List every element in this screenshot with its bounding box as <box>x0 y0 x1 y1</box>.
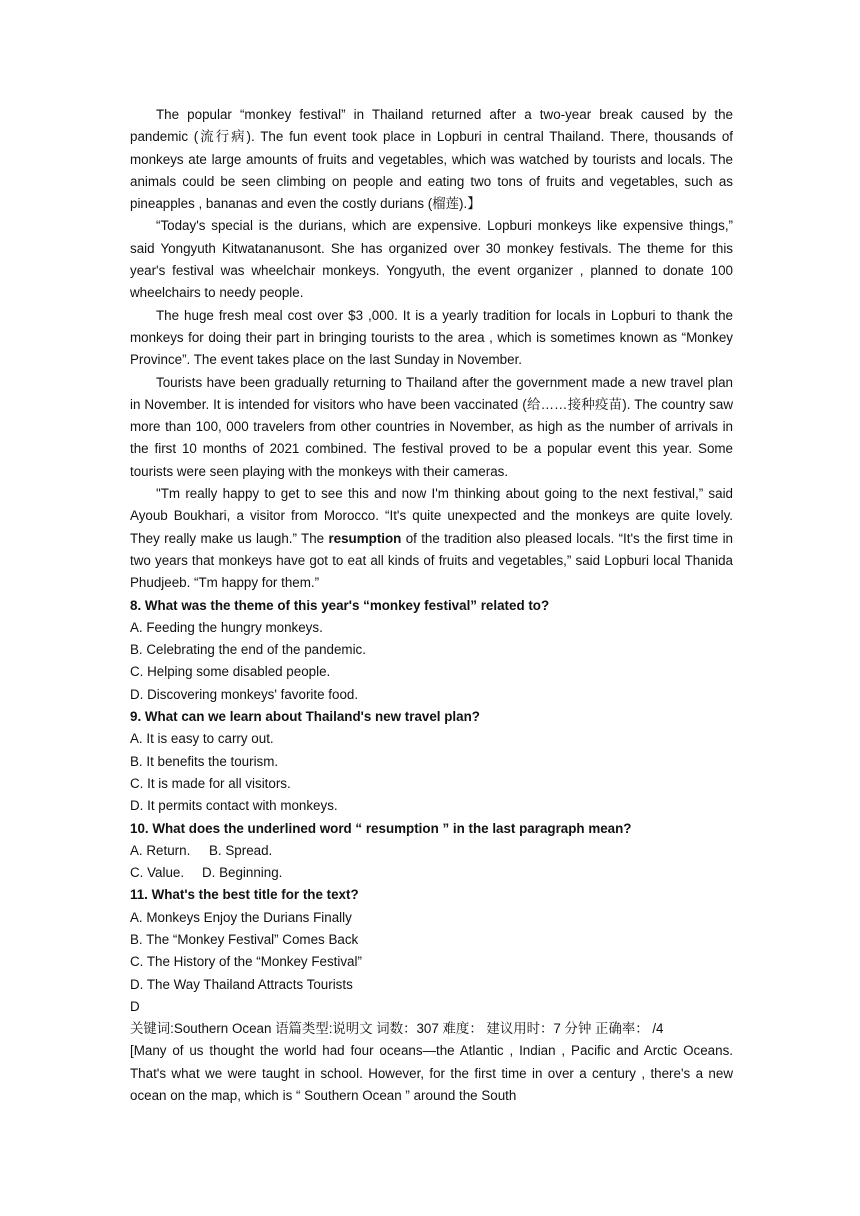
passage-paragraph-2: “Today's special is the durians, which are expensive. Lopburi monkeys like expensive things,” said Yongyuth Kitwatananusont. She has organized over 30 monkey festivals. The theme for this year's festival was wheelchair monkeys. Yongyuth, the event organizer , planned to donate 100 wheelchairs to needy people. <box>130 218 733 301</box>
question-10-option-c: C. Value. <box>130 865 185 881</box>
paragraph-5-text-a: "Tm really happy to get to see this and now I'm thinking about going to the next festival,” said Ayoub Boukhari, a visitor from Morocco. “It's quite unexpected and the monkeys are quite lovely. They really make us laugh.” The <box>130 486 733 546</box>
paragraph-5-text-b: of the tradition also pleased locals. “It's the first time in two years that monkeys have got to eat all kinds of fruits and vegetables,” said Lopburi local Thanida Phudjeeb. “Tm happy for them.” <box>130 530 733 591</box>
question-10-option-b: B. Spread. <box>209 842 273 858</box>
question-9-option-c: C. It is made for all visitors. <box>130 775 291 791</box>
question-10-options-row-1 <box>130 840 733 862</box>
section-d-meta: 关键词:Southern Ocean 语篇类型:说明文 词数：307 难度： 建议用时：7 分钟 正确率： /4 <box>130 1021 664 1037</box>
question-9: 9. What can we learn about Thailand's new travel plan? <box>130 709 480 725</box>
passage-paragraph-1: The popular “monkey festival” in Thailand returned after a two-year break caused by the pandemic (流行病). The fun event took place in Lopburi in central Thailand. There, thousands of monkeys ate large amounts of fruits and vegetables, which was watched by tourists and locals. The animals could be seen climbing on people and eating two tons of fruits and vegetables, such as pineapples , bananas and even the costly durians (榴莲).】 <box>130 107 733 212</box>
question-11-option-b: B. The “Monkey Festival” Comes Back <box>130 931 359 947</box>
question-9-option-b: B. It benefits the tourism. <box>130 753 279 769</box>
question-10-option-a: A. Return. <box>130 842 191 858</box>
question-8-option-c: C. Helping some disabled people. <box>130 664 331 680</box>
passage-paragraph-5 <box>130 483 733 594</box>
question-9-option-a: A. It is easy to carry out. <box>130 731 274 747</box>
question-11-option-d: D. The Way Thailand Attracts Tourists <box>130 976 353 992</box>
question-8-option-a: A. Feeding the hungry monkeys. <box>130 619 323 635</box>
question-8: 8. What was the theme of this year's “monkey festival” related to? <box>130 597 550 613</box>
question-10: 10. What does the underlined word “ resumption ” in the last paragraph mean? <box>130 820 632 836</box>
document-page <box>130 104 733 1107</box>
question-10-option-d: D. Beginning. <box>202 865 283 881</box>
section-d-label: D <box>130 998 140 1014</box>
question-11: 11. What's the best title for the text? <box>130 887 359 903</box>
question-10-options-row-2 <box>130 862 733 884</box>
resumption-word: resumption <box>328 530 402 546</box>
question-11-option-c: C. The History of the “Monkey Festival” <box>130 954 362 970</box>
question-8-option-b: B. Celebrating the end of the pandemic. <box>130 642 366 658</box>
question-9-option-d: D. It permits contact with monkeys. <box>130 798 338 814</box>
section-d-intro: [Many of us thought the world had four oceans—the Atlantic , Indian , Pacific and Arctic Oceans. That's what we were taught in school. However, for the first time in over a century , there's a new ocean on the map, which is “ Southern Ocean ” around the South <box>130 1043 733 1104</box>
passage-paragraph-4: Tourists have been gradually returning to Thailand after the government made a new travel plan in November. It is intended for visitors who have been vaccinated (给……接种疫苗). The country saw more than 100, 000 travelers from other countries in November, as high as the number of arrivals in the first 10 months of 2021 combined. The festival proved to be a popular event this year. Some tourists were seen playing with the monkeys with their cameras. <box>130 374 733 479</box>
question-8-option-d: D. Discovering monkeys' favorite food. <box>130 686 359 702</box>
passage-paragraph-3: The huge fresh meal cost over $3 ,000. It is a yearly tradition for locals in Lopburi to thank the monkeys for doing their part in bringing tourists to the area , which is sometimes known as “Monkey Province”. The event takes place on the last Sunday in November. <box>130 307 733 368</box>
question-11-option-a: A. Monkeys Enjoy the Durians Finally <box>130 909 352 925</box>
